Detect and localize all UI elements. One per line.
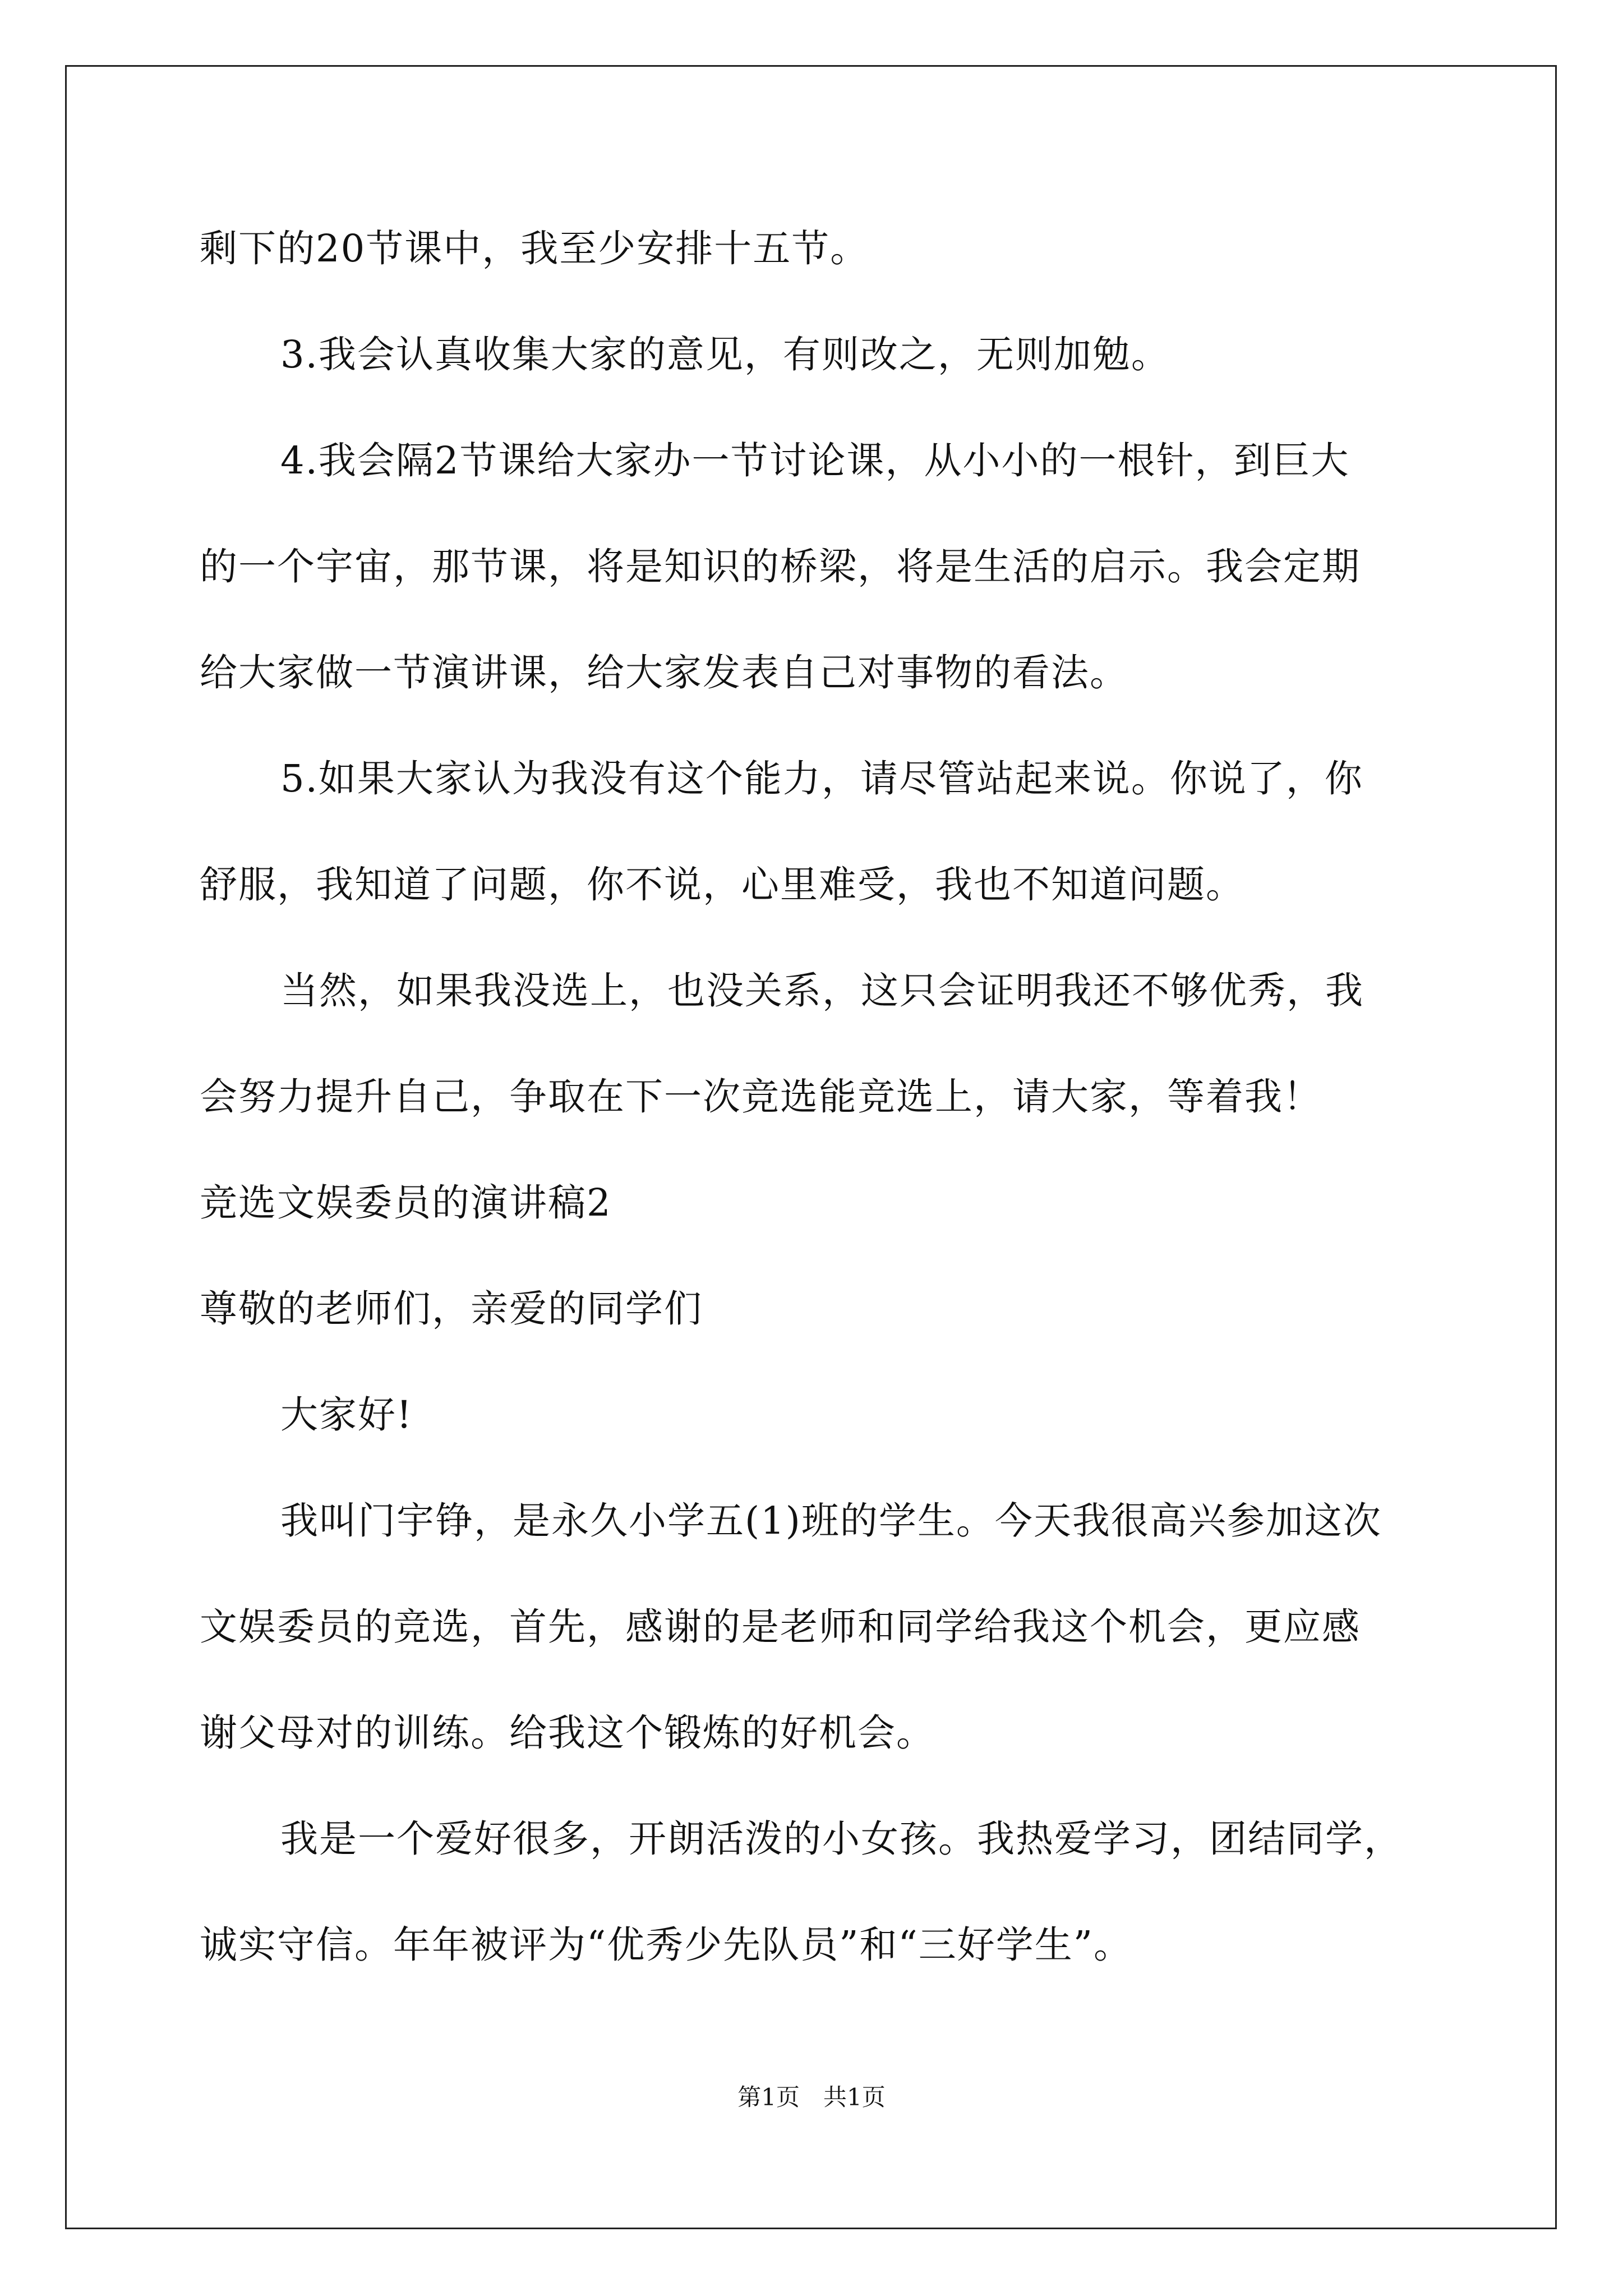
body-text-line-3: 4.我会隔2节课给大家办一节讨论课，从小小的一根针，到巨大 bbox=[280, 439, 1350, 482]
body-text-line-6: 5.如果大家认为我没有这个能力，请尽管站起来说。你说了，你 bbox=[280, 757, 1363, 800]
greeting: 大家好! bbox=[280, 1393, 413, 1437]
body-text-line-2: 3.我会认真收集大家的意见，有则改之，无则加勉。 bbox=[280, 333, 1170, 376]
body-text-line-7: 舒服，我知道了问题，你不说，心里难受，我也不知道问题。 bbox=[200, 863, 1244, 907]
body-text-line-13: 我叫门宇铮，是永久小学五(1)班的学生。今天我很高兴参加这次 bbox=[280, 1499, 1382, 1543]
body-text-line-17: 诚实守信。年年被评为“优秀少先队员”和“三好学生”。 bbox=[200, 1923, 1133, 1967]
page-border bbox=[65, 65, 1557, 2229]
body-text-line-15: 谢父母对的训练。给我这个锻炼的好机会。 bbox=[200, 1711, 935, 1755]
body-text-line-1: 剩下的20节课中，我至少安排十五节。 bbox=[200, 227, 869, 270]
section-heading: 竞选文娱委员的演讲稿2 bbox=[200, 1181, 612, 1225]
body-text-line-16: 我是一个爱好很多，开朗活泼的小女孩。我热爱学习，团结同学， bbox=[280, 1817, 1403, 1861]
body-text-line-5: 给大家做一节演讲课，给大家发表自己对事物的看法。 bbox=[200, 651, 1128, 694]
page-number-footer: 第1页 共1页 bbox=[737, 2083, 886, 2111]
salutation: 尊敬的老师们，亲爱的同学们 bbox=[200, 1287, 703, 1331]
body-text-line-14: 文娱委员的竞选，首先，感谢的是老师和同学给我这个机会，更应感 bbox=[200, 1605, 1361, 1649]
body-text-line-8: 当然，如果我没选上，也没关系，这只会证明我还不够优秀，我 bbox=[280, 969, 1364, 1013]
body-text-line-4: 的一个宇宙，那节课，将是知识的桥梁，将是生活的启示。我会定期 bbox=[200, 545, 1361, 588]
body-text-line-9: 会努力提升自己，争取在下一次竞选能竞选上，请大家，等着我！ bbox=[200, 1075, 1322, 1119]
